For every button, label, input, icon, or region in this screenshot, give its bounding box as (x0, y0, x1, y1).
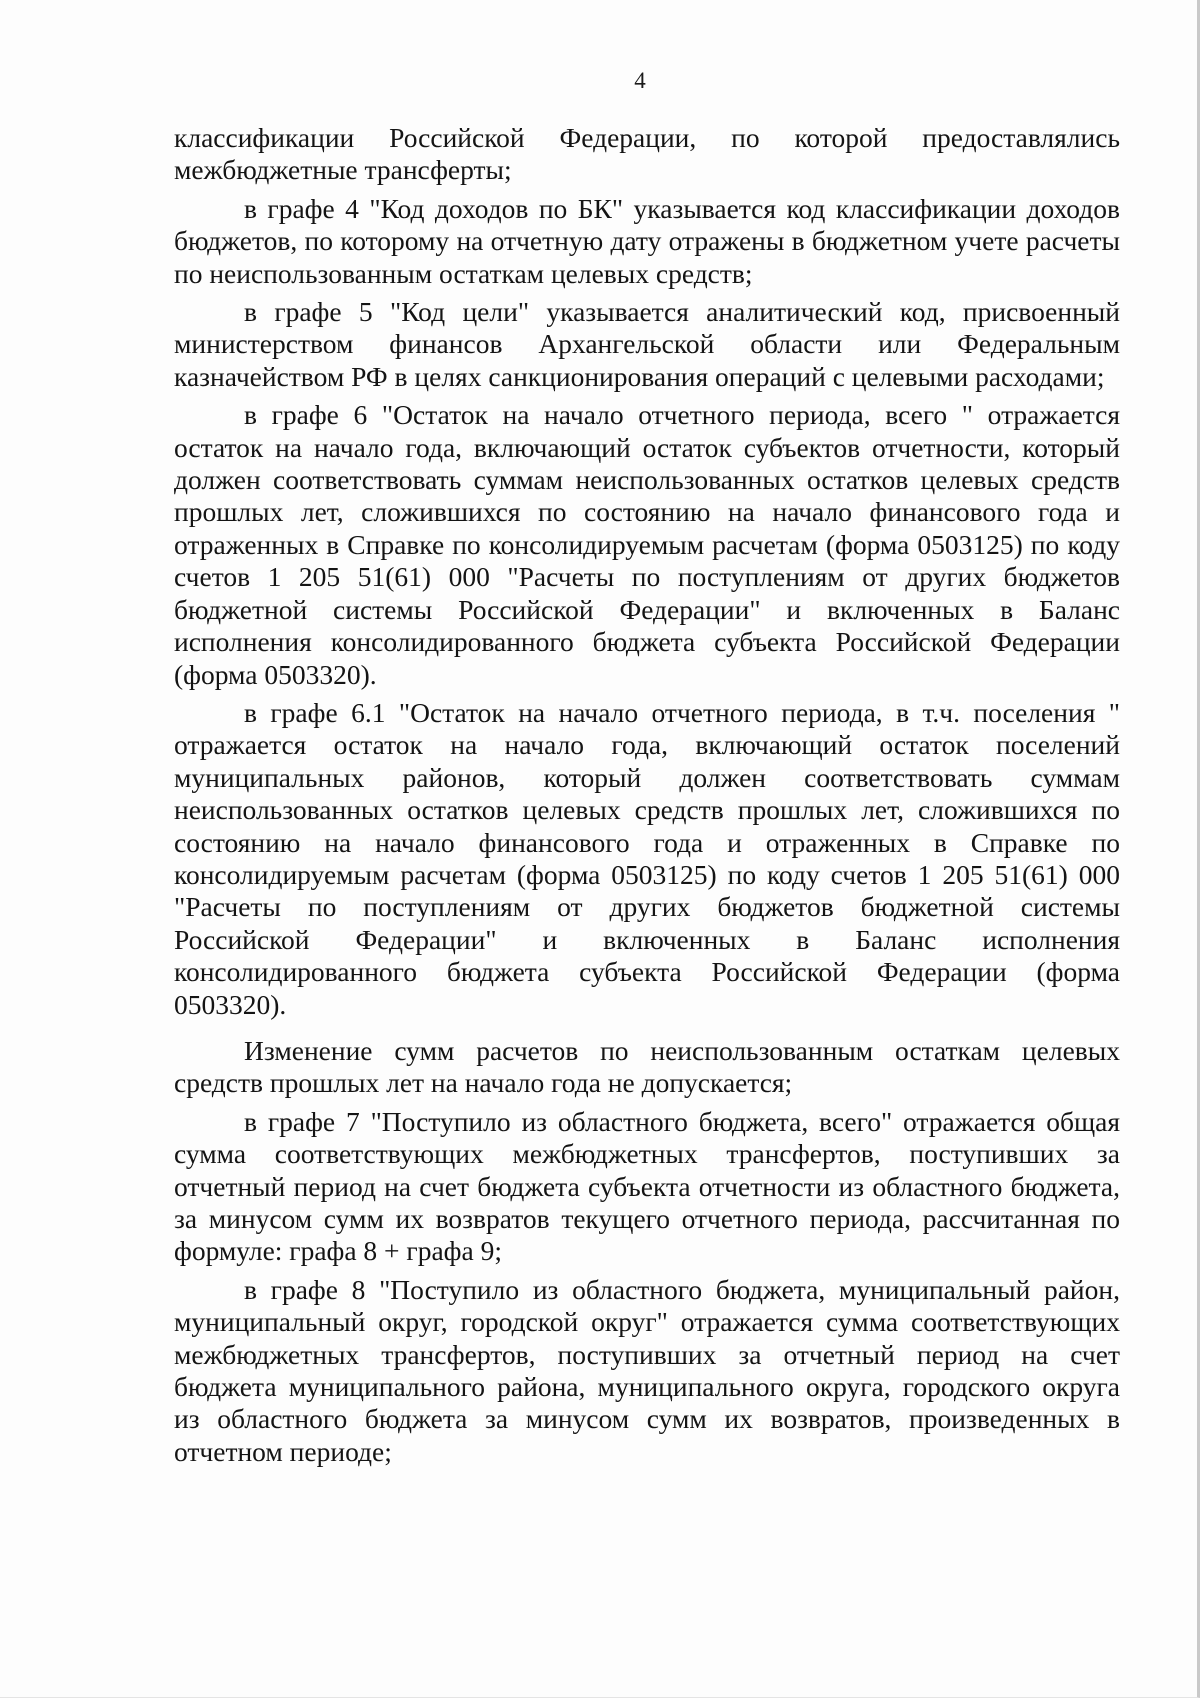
paragraph-column-4: в графе 4 "Код доходов по БК" указывается код классификации доходов бюджетов, по которому на отчетную дату отражены в бюджетном учете расчеты по неиспользованным остаткам целевых средств; (174, 192, 1120, 289)
paragraph-column-6-1: в графе 6.1 "Остаток на начало отчетного периода, в т.ч. поселения " отражается остаток на начало года, включающий остаток поселений муниципальных районов, который должен соответствовать суммам неиспользованных остатков целевых средств прошлых лет, сложившихся по состоянию на начало финансового года и отраженных в Справке по консолидируемым расчетам (форма 0503125) по коду счетов 1 205 51(61) 000 "Расчеты по поступлениям от других бюджетов бюджетной системы Российской Федерации" и включенных в Баланс исполнения консолидированного бюджета субъекта Российской Федерации (форма 0503320). (174, 696, 1120, 1020)
document-body (174, 122, 1120, 1474)
paragraph-column-7: в графе 7 "Поступило из областного бюджета, всего" отражается общая сумма соответствующих межбюджетных трансфертов, поступивших за отчетный период на счет бюджета субъекта отчетности из областного бюджета, за минусом сумм их возвратов текущего отчетного периода, рассчитанная по формуле: графа 8 + графа 9; (174, 1105, 1120, 1267)
paragraph-continuation: классификации Российской Федерации, по которой предоставлялись межбюджетные трансферты; (174, 122, 1120, 186)
paragraph-no-changes: Изменение сумм расчетов по неиспользованным остаткам целевых средств прошлых лет на начало года не допускается; (174, 1034, 1120, 1099)
page-number: 4 (634, 68, 646, 93)
paragraph-column-6: в графе 6 "Остаток на начало отчетного периода, всего " отражается остаток на начало года, включающий остаток субъектов отчетности, который должен соответствовать суммам неиспользованных остатков целевых средств прошлых лет, сложившихся по состоянию на начало финансового года и отраженных в Справке по консолидируемым расчетам (форма 0503125) по коду счетов 1 205 51(61) 000 "Расчеты по поступлениям от других бюджетов бюджетной системы Российской Федерации" и включенных в Баланс исполнения консолидированного бюджета субъекта Российской Федерации (форма 0503320). (174, 399, 1120, 690)
paragraph-column-8: в графе 8 "Поступило из областного бюджета, муниципальный район, муниципальный округ, городской округ" отражается сумма соответствующих межбюджетных трансфертов, поступивших за отчетный период на счет бюджета муниципального района, муниципального округа, городского округа из областного бюджета за минусом сумм их возвратов, произведенных в отчетном периоде; (174, 1273, 1120, 1467)
paragraph-column-5: в графе 5 "Код цели" указывается аналитический код, присвоенный министерством финансов Архангельской области или Федеральным казначейством РФ в целях санкционирования операций с целевыми расходами; (174, 296, 1120, 392)
